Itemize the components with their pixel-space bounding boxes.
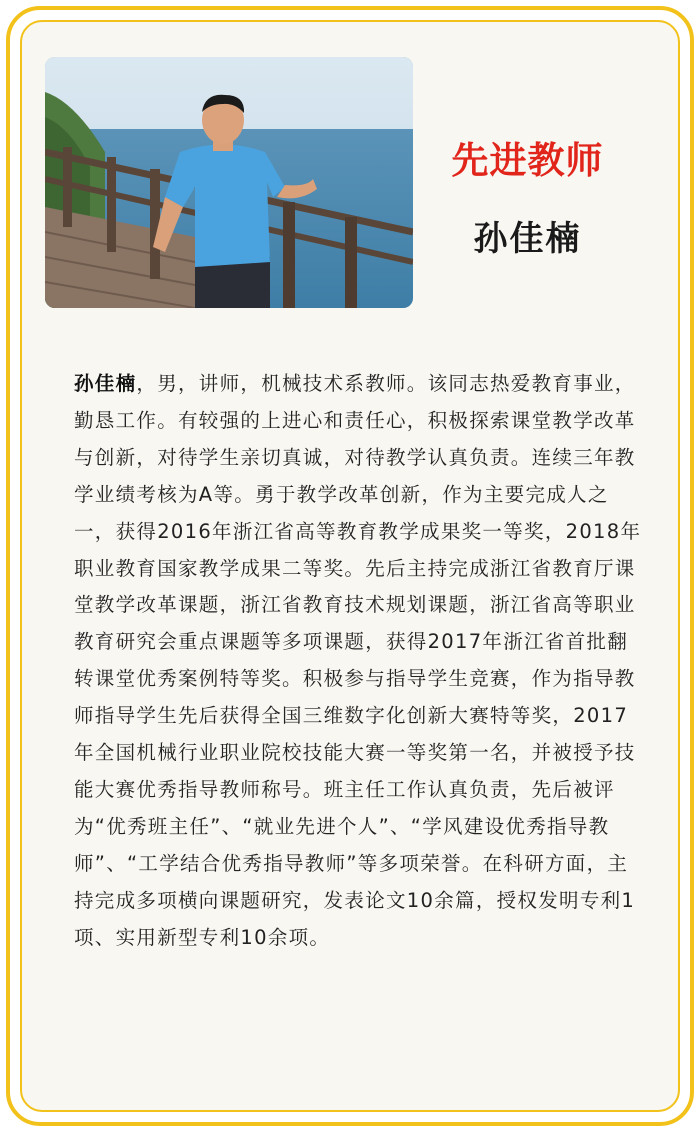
teacher-photo — [45, 57, 413, 308]
bio-text: ，男，讲师，机械技术系教师。该同志热爱教育事业，勤恳工作。有较强的上进心和责任心，积极探索课堂教学改革与创新，对待学生亲切真诚，对待教学认真负责。连续三年教学业绩考核为A等。勇于教学改革创新，作为主要完成人之一，获得2016年浙江省高等教育教学成果奖一等奖，2018年职业教育国家教学成果二等奖。先后主持完成浙江省教育厅课堂教学改革课题，浙江省教育技术规划课题，浙江省高等职业教育研究会重点课题等多项课题，获得2017年浙江省首批翻转课堂优秀案例特等奖。积极参与指导学生竞赛，作为指导教师指导学生先后获得全国三维数字化创新大赛特等奖，2017年全国机械行业职业院校技能大赛一等奖第一名，并被授予技能大赛优秀指导教师称号。班主任工作认真负责，先后被评为“优秀班主任”、“就业先进个人”、“学风建设优秀指导教师”、“工学结合优秀指导教师”等多项荣誉。在科研方面，主持完成多项横向课题研究，发表论文10余篇，授权发明专利1项、实用新型专利10余项。 — [74, 372, 642, 949]
teacher-name: 孙佳楠 — [473, 219, 582, 259]
biography — [74, 366, 646, 957]
portrait-image — [45, 57, 413, 308]
honor-title: 先进教师 — [451, 139, 604, 182]
bio-name: 孙佳楠 — [74, 372, 137, 395]
